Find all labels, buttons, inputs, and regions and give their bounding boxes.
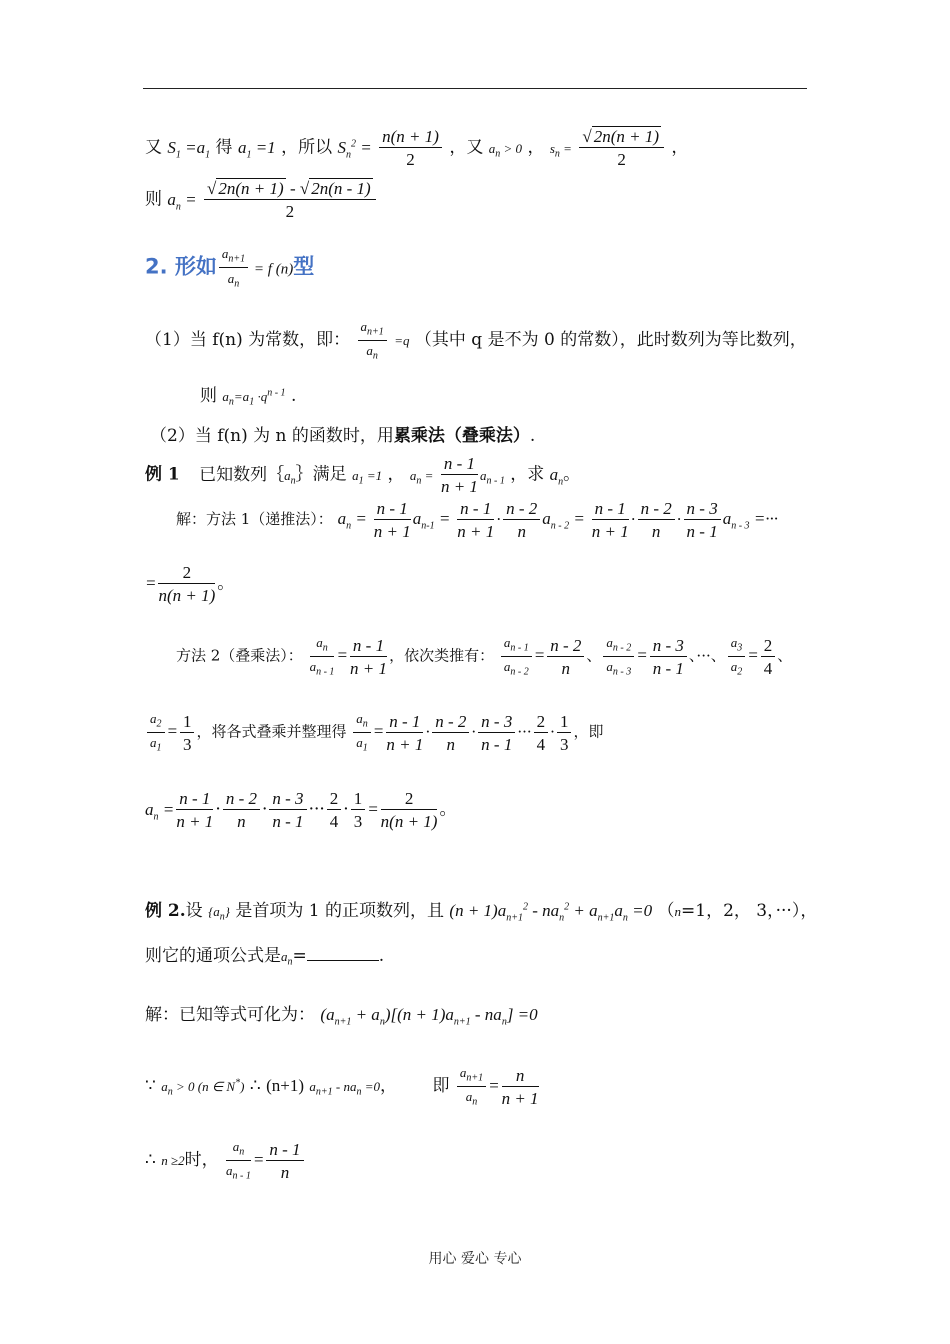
fraction: $\frac{n - 1}{n}$ <box>266 1141 303 1181</box>
fraction: $\frac{1}{3}$ <box>351 790 366 830</box>
math: $S_n^2$ = <box>337 137 372 160</box>
example-label: 例 1 <box>145 464 180 485</box>
math: = <box>367 799 379 819</box>
text: ，所以 <box>281 137 333 158</box>
text: （ <box>657 901 675 921</box>
fraction: $\frac{a_3}{a_2}$ <box>728 636 746 677</box>
math: $a_n$ = <box>145 799 175 822</box>
fraction: $\frac{a_{n+1}}{a_n}$ <box>219 246 248 289</box>
fraction: $\frac{2}{4}$ <box>761 637 776 677</box>
text: ，即 <box>573 722 604 741</box>
text: 已知数列｛ <box>199 464 285 485</box>
page-footer: 用心 爱心 专心 <box>428 1251 522 1267</box>
fraction: $\frac{n - 2}{n}$ <box>432 713 469 753</box>
math: $a_{n - 1}$ <box>480 467 505 487</box>
equation-line-1 <box>145 128 688 168</box>
math: $a_{n+1} - na_n =0$ <box>309 1079 381 1098</box>
math: $a_1 =1$ <box>352 467 383 487</box>
text: 、 <box>710 646 726 665</box>
solution-method-1: 解：方法 1（递推法）： $a_n$ = $\frac{n - 1}{n + 1}$ $a_{n-1}$ = $\frac{n - 1}{n + 1}$ · $\frac{n - 2}{n}$ $a_{n - 2}$ = $\frac{n - 1}{n + 1}$ · $\frac{n - 2}{n}$ · $\frac{n - 3}{n - 1}$ $a_{n - 3}$ =··· <box>176 499 779 541</box>
math: $\{a_n\}$ <box>208 904 230 923</box>
math: = f (n) <box>250 261 294 278</box>
math: = <box>488 1076 500 1096</box>
fraction: $\frac{n - 1}{n + 1}$ <box>591 499 629 541</box>
solution-method-2-result: $a_n$ = $\frac{n - 1}{n + 1}$ · $\frac{n - 2}{n}$ · $\frac{n - 3}{n - 1}$ ··· $\frac{2}{4}$ · $\frac{1}{3}$ = $\frac{2}{n(n + 1)}$ 。 <box>145 789 457 831</box>
fraction: $\frac{n - 1}{n + 1}$ <box>457 499 495 541</box>
text: 则 <box>200 386 217 406</box>
math: $a_n$ <box>281 949 293 968</box>
case-2 <box>150 428 535 445</box>
text: . <box>290 386 297 406</box>
text: 、 <box>586 646 602 665</box>
text: 、 <box>777 646 793 665</box>
math: = <box>747 645 759 665</box>
text: 又 <box>145 137 162 158</box>
header-rule <box>143 88 807 89</box>
fraction: $\frac{a_n}{a_{n - 1}}$ <box>226 1139 251 1182</box>
math: $a_n > 0$ (n ∈ N*) <box>161 1077 245 1098</box>
fraction: $\frac{n - 1}{n + 1}$ <box>440 454 478 496</box>
text: （1）当 f(n) 为常数，即： <box>145 330 351 351</box>
fraction: $\frac{n - 2}{n}$ <box>503 500 540 540</box>
fraction: $\frac{n - 2}{n}$ <box>638 500 675 540</box>
fraction: $\frac{1}{3}$ <box>180 713 195 753</box>
example-1 <box>145 455 580 495</box>
therefore-symbol: ∴ <box>249 1076 261 1097</box>
fraction: $\frac{a_2}{a_1}$ <box>147 712 165 753</box>
text: 。 <box>563 464 581 485</box>
therefore-symbol: ∴ <box>145 1150 156 1171</box>
answer-blank <box>307 960 379 961</box>
fraction: $\frac{n - 3}{n - 1}$ <box>650 637 687 677</box>
case-1-formula <box>200 388 296 408</box>
math: $s_n$ = <box>549 140 572 160</box>
math: $a_n$ = <box>337 509 367 532</box>
math: = <box>166 721 178 741</box>
math: $S_1 =a_1$ <box>167 137 211 160</box>
fraction: $\frac{n}{n + 1}$ <box>501 1065 539 1108</box>
math: $a_{n-1}$ = <box>412 509 451 532</box>
math: =q <box>394 333 410 349</box>
solution-method-2: 方法 2（叠乘法）： $\frac{a_n}{a_{n - 1}}$ = $\frac{n - 1}{n + 1}$ ，依次类推有： $\frac{a_{n - 1}}{a_{n - 2}}$ = $\frac{n - 2}{n}$ 、 $\frac{a_{n - 2}}{a_{n - 3}}$ = $\frac{n - 3}{n - 1}$ 、···、 $\frac{a_3}{a_2}$ = $\frac{2}{4}$ 、 <box>176 635 793 678</box>
solution-example-2 <box>145 1006 538 1027</box>
text: ，依次类推有： <box>389 646 495 665</box>
math: $a_n$ <box>549 464 564 487</box>
solution-example-2-final <box>145 1140 306 1181</box>
text: (n+1) <box>266 1076 304 1096</box>
text: 解：方法 1（递推法）： <box>176 510 333 528</box>
text: ， <box>527 137 545 158</box>
section-heading <box>145 246 314 289</box>
text: ， <box>380 1076 398 1097</box>
equation-line-2 <box>145 180 378 220</box>
text: ，又 <box>449 137 484 158</box>
math: = <box>372 721 385 741</box>
text: 设 <box>185 901 203 921</box>
fraction: $\frac{√ 2n(n + 1)}{2}$ <box>579 128 664 168</box>
text: 。 <box>217 573 235 594</box>
because-symbol: ∵ <box>145 1076 156 1097</box>
text: 解：已知等式可化为： <box>145 1005 315 1025</box>
fraction: $\frac{n - 3}{n - 1}$ <box>684 500 721 540</box>
fraction: $\frac{a_{n - 1}}{a_{n - 2}}$ <box>501 636 532 677</box>
text: 方法 2（叠乘法）： <box>176 646 303 665</box>
math: n ≥2 <box>161 1153 185 1169</box>
fraction: $\frac{√ 2n(n + 1) - √ 2n(n - 1)}{2}$ <box>204 180 376 220</box>
text: ， <box>671 137 689 158</box>
math: = <box>533 645 546 665</box>
fraction: $\frac{2}{n(n + 1)}$ <box>380 789 438 831</box>
solution-method-1-result <box>145 564 234 604</box>
fraction: $\frac{n - 1}{n + 1}$ <box>373 499 411 541</box>
fraction: $\frac{a_{n - 2}}{a_{n - 3}}$ <box>603 636 634 677</box>
heading-text: 2. 形如 <box>145 254 217 279</box>
fraction: $\frac{1}{3}$ <box>557 713 572 753</box>
math: n <box>674 904 682 919</box>
example-2 <box>145 902 817 923</box>
math: $a_n$ = <box>167 189 197 212</box>
solution-example-2-step <box>145 1066 541 1107</box>
fraction: $\frac{n - 1}{n + 1}$ <box>176 789 214 831</box>
text: ，将各式叠乘并整理得 <box>196 722 347 741</box>
math: $a_n=a_1 \cdot q^{n - 1}$ <box>222 387 286 408</box>
fraction: $\frac{2}{n(n + 1)}$ <box>158 563 216 605</box>
fraction: $\frac{a_n}{a_{n - 1}}$ <box>309 635 335 678</box>
bold-text: 累乘法（叠乘法） <box>393 426 530 446</box>
math: $(a_{n+1} + a_n)[(n + 1)a_{n+1} - na_n] =0$ <box>320 1005 538 1028</box>
text: 得 <box>215 137 233 158</box>
math: $a_n$ <box>284 467 296 487</box>
fraction: $\frac{2}{4}$ <box>534 713 549 753</box>
math: = <box>336 645 348 665</box>
text: 即 <box>432 1076 450 1097</box>
math: = <box>145 573 157 593</box>
text: 则它的通项公式是 <box>145 946 281 966</box>
text: . <box>378 946 385 966</box>
case-1 <box>145 320 807 361</box>
text: ｝满足 <box>295 464 347 485</box>
text: 则 <box>145 189 162 210</box>
fraction: $\frac{2}{4}$ <box>327 790 342 830</box>
example-2-question <box>145 948 384 968</box>
text: （2）当 f(n) 为 n 的函数时，用 <box>150 426 394 446</box>
text: ， <box>387 464 405 485</box>
fraction: $\frac{n - 1}{n + 1}$ <box>350 635 387 678</box>
example-label: 例 2. <box>145 901 186 921</box>
math: $(n + 1)a_{n+1}^2 - na_n^2 + a_{n+1}a_n =0$ <box>449 901 653 924</box>
math: = <box>636 645 648 665</box>
solution-method-2-continued: $\frac{a_2}{a_1}$ = $\frac{1}{3}$ ，将各式叠乘并整理得 $\frac{a_n}{a_1}$ = $\frac{n - 1}{n + 1}$ · $\frac{n - 2}{n}$ · $\frac{n - 3}{n - 1}$ ··· $\frac{2}{4}$ · $\frac{1}{3}$ ，即 <box>145 712 603 753</box>
math: $a_n > 0$ <box>488 140 523 160</box>
math: $a_{n - 2}$ = <box>542 509 585 532</box>
text: ，求 <box>510 464 545 485</box>
fraction: $\frac{n - 3}{n - 1}$ <box>478 713 515 753</box>
text: 时， <box>184 1150 219 1171</box>
text: （其中 q 是不为 0 的常数），此时数列为等比数列， <box>414 330 807 351</box>
fraction: $\frac{n(n + 1)}{2}$ <box>379 128 442 168</box>
heading-text: 型 <box>293 254 315 279</box>
text: 是首项为 1 的正项数列，且 <box>235 901 445 921</box>
fraction: $\frac{n - 2}{n}$ <box>547 637 584 677</box>
fraction: $\frac{a_n}{a_1}$ <box>353 712 371 753</box>
fraction: $\frac{n - 1}{n + 1}$ <box>386 711 424 754</box>
math: $a_1 =1$ <box>237 137 276 160</box>
text: 、 <box>688 646 697 665</box>
text: 。 <box>439 799 457 820</box>
fraction: $\frac{n - 2}{n}$ <box>223 790 260 830</box>
text: . <box>529 426 536 446</box>
fraction: $\frac{a_{n+1}}{a_n}$ <box>457 1066 486 1107</box>
text: =1，2， 3，···）， <box>681 901 818 921</box>
text: = <box>292 946 307 966</box>
fraction: $\frac{a_{n+1}}{a_n}$ <box>358 320 387 361</box>
fraction: $\frac{n - 3}{n - 1}$ <box>269 790 306 830</box>
math: $a_n$ = <box>409 467 434 487</box>
math: = <box>252 1150 265 1170</box>
math: $a_{n - 3}$ =··· <box>722 509 779 532</box>
